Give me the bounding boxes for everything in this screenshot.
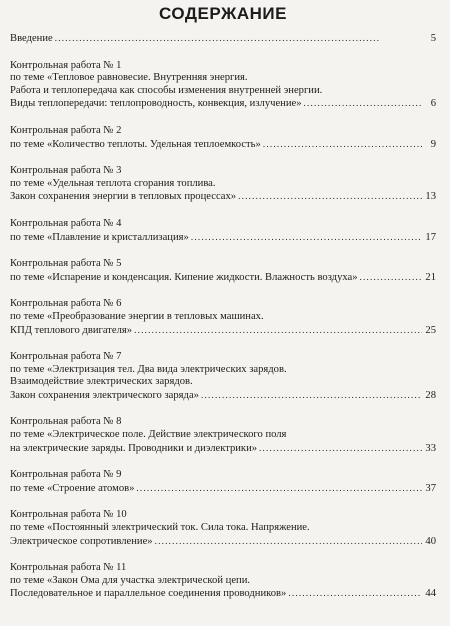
toc-spacer: [10, 46, 436, 60]
toc-spacer: [10, 151, 436, 165]
toc-spacer: [10, 495, 436, 509]
toc-entry-line: по теме «Закон Ома для участка электрической цепи.: [10, 574, 251, 586]
toc-page-number: 40: [425, 535, 436, 547]
toc-entry-last-line: по теме «Количество теплоты. Удельная теплоемкость»: [10, 138, 261, 150]
toc-line: [10, 587, 436, 601]
toc-spacer: [10, 244, 436, 258]
dot-leader: [191, 231, 422, 245]
toc-line: [10, 442, 436, 456]
toc-entry: [10, 60, 436, 111]
toc-entry-heading: Контрольная работа № 1: [10, 59, 122, 71]
toc-spacer: [10, 402, 436, 416]
toc-entry-line: Взаимодействие электрических зарядов.: [10, 376, 193, 388]
toc-page-number: 17: [425, 231, 436, 243]
dot-leader: [304, 97, 423, 111]
dot-leader: [136, 482, 422, 496]
toc-page-number: 13: [425, 191, 436, 203]
dot-leader: [360, 271, 422, 285]
toc-entry: [10, 509, 436, 548]
toc-entry-heading: Контрольная работа № 6: [10, 298, 122, 310]
toc-line: [10, 190, 436, 204]
toc-page-number: 28: [425, 389, 436, 401]
toc-entry-heading: Контрольная работа № 10: [10, 509, 127, 521]
toc-line: [10, 32, 436, 46]
toc-line: [10, 231, 436, 245]
toc-page-number: 33: [425, 442, 436, 454]
toc-page-number: 9: [430, 138, 436, 150]
toc-entry-heading: Контрольная работа № 11: [10, 562, 127, 574]
toc-entry-line: по теме «Тепловое равновесие. Внутренняя энергия.: [10, 72, 248, 84]
toc-entry: [10, 125, 436, 151]
dot-leader: [288, 587, 422, 601]
toc-line: [10, 271, 436, 285]
toc-entry-last-line: Закон сохранения электрического заряда»: [10, 389, 199, 401]
toc-entry-last-line: на электрические заряды. Проводники и диэлектрики»: [10, 442, 258, 454]
dot-leader: [259, 442, 422, 456]
toc-spacer: [10, 337, 436, 351]
toc-page-number: 44: [425, 588, 436, 600]
toc-entry-heading: Контрольная работа № 4: [10, 217, 122, 229]
dot-leader: [263, 138, 422, 152]
toc-entry-line: по теме «Преобразование энергии в тепловых машинах.: [10, 310, 264, 322]
toc-entry: [10, 416, 436, 455]
toc-entry-heading: Контрольная работа № 2: [10, 124, 122, 136]
toc-entry: [10, 298, 436, 337]
dot-leader: [55, 32, 422, 46]
toc-entry-last-line: по теме «Строение атомов»: [10, 482, 135, 494]
toc-entry-last-line: по теме «Испарение и конденсация. Кипение жидкости. Влажность воздуха»: [10, 271, 358, 283]
dot-leader: [201, 389, 422, 403]
toc-spacer: [10, 284, 436, 298]
toc-entry-heading: Контрольная работа № 5: [10, 258, 122, 270]
toc-intro: [10, 32, 436, 46]
toc-entry-last-line: Закон сохранения энергии в тепловых процессах»: [10, 191, 237, 203]
toc-page-number: 25: [425, 324, 436, 336]
toc-line: [10, 389, 436, 403]
toc-spacer: [10, 548, 436, 562]
toc-page-number: 6: [430, 98, 436, 110]
toc-line: [10, 97, 436, 111]
toc-page-number: 37: [425, 482, 436, 494]
toc-entry-heading: Контрольная работа № 7: [10, 351, 122, 363]
toc-page-number: 5: [430, 33, 436, 44]
toc-entry-last-line: Виды теплопередачи: теплопроводность, конвекция, излучение»: [10, 98, 302, 110]
toc-line: [10, 138, 436, 152]
toc-line: [10, 324, 436, 338]
toc-entry: [10, 218, 436, 244]
toc-entry-last-line: КПД теплового двигателя»: [10, 324, 133, 336]
dot-leader: [238, 190, 422, 204]
toc-entry-line: по теме «Электрическое поле. Действие электрического поля: [10, 429, 287, 441]
toc-entry-line: по теме «Электризация тел. Два вида электрических зарядов.: [10, 363, 287, 375]
toc-entry-last-line: Электрическое сопротивление»: [10, 535, 153, 547]
toc-entry-heading: Контрольная работа № 9: [10, 469, 122, 481]
toc-entry: [10, 351, 436, 402]
toc-entry: [10, 258, 436, 284]
toc-entry-line: Работа и теплопередача как способы изменения внутренней энергии.: [10, 84, 323, 96]
toc-entries: [10, 46, 436, 601]
toc-entry-heading: Контрольная работа № 8: [10, 416, 122, 428]
toc-spacer: [10, 111, 436, 125]
toc-intro-text: Введение: [10, 33, 53, 44]
toc-entry-line: по теме «Удельная теплота сгорания топлива.: [10, 177, 216, 189]
toc-entry: [10, 469, 436, 495]
toc-line: [10, 482, 436, 496]
toc-spacer: [10, 455, 436, 469]
dot-leader: [134, 324, 422, 338]
toc-page-number: 21: [425, 271, 436, 283]
toc-spacer: [10, 204, 436, 218]
page-title: СОДЕРЖАНИЕ: [159, 4, 287, 23]
dot-leader: [155, 535, 422, 549]
toc-entry-last-line: Последовательное и параллельное соединения проводников»: [10, 588, 287, 600]
toc-line: [10, 535, 436, 549]
toc-entry: [10, 165, 436, 204]
toc-entry-last-line: по теме «Плавление и кристаллизация»: [10, 231, 189, 243]
toc-entry-heading: Контрольная работа № 3: [10, 165, 122, 177]
toc-entry-line: по теме «Постоянный электрический ток. Сила тока. Напряжение.: [10, 522, 310, 534]
toc-entry: [10, 562, 436, 601]
